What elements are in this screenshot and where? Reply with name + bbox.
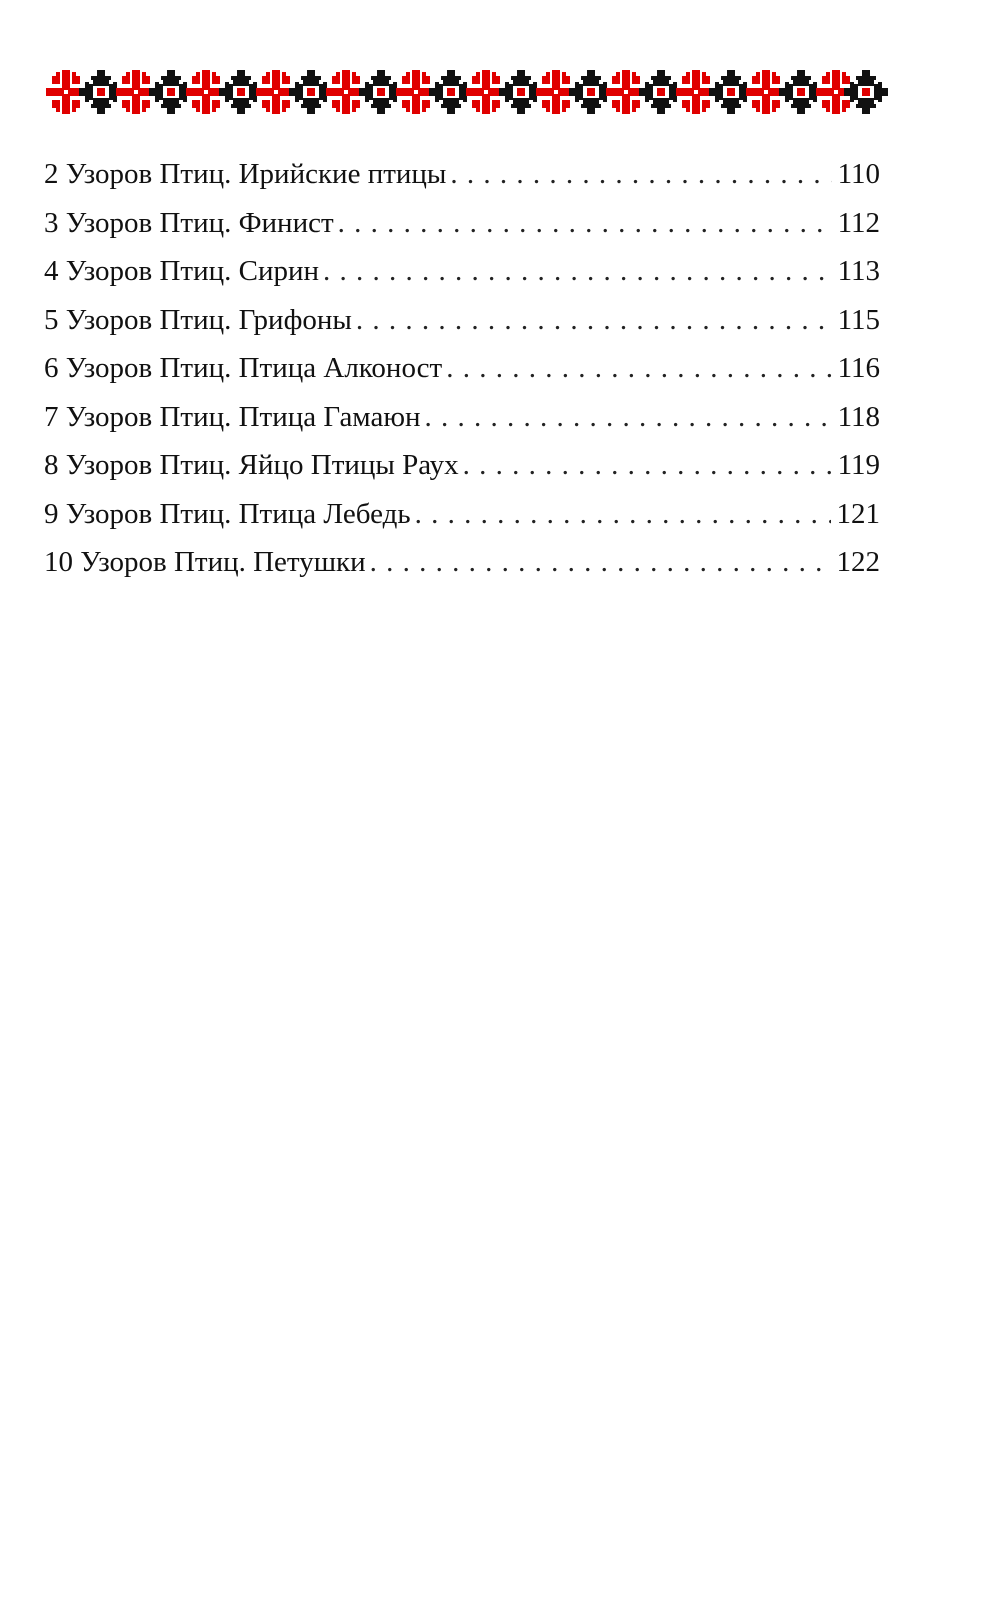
toc-entry-page: 118 xyxy=(837,400,880,433)
toc-entry-page: 116 xyxy=(837,352,880,384)
toc-dot-leader xyxy=(415,490,831,539)
toc-entry-page: 121 xyxy=(836,497,880,530)
toc-entry[interactable] xyxy=(44,393,880,442)
toc-dot-leader xyxy=(450,150,831,199)
embroidery-border-icon xyxy=(44,68,888,116)
toc-dot-leader xyxy=(338,199,832,248)
toc-dot-leader xyxy=(446,344,831,393)
toc-entry-page: 110 xyxy=(837,158,880,190)
toc-entry-page: 115 xyxy=(837,303,880,336)
toc-entry-title: 7 Узоров Птиц. Птица Гамаюн xyxy=(44,400,421,433)
toc-entry[interactable] xyxy=(44,150,880,199)
toc-entry[interactable] xyxy=(44,296,880,345)
toc-dot-leader xyxy=(323,247,832,296)
toc-entry-title: 4 Узоров Птиц. Сирин xyxy=(44,255,320,287)
toc-entry-page: 112 xyxy=(837,206,880,239)
toc-entry-title: 10 Узоров Птиц. Петушки xyxy=(44,546,366,578)
toc-entry[interactable] xyxy=(44,247,880,296)
toc-entry-page: 122 xyxy=(836,546,880,578)
table-of-contents xyxy=(44,150,880,587)
toc-entry-title: 8 Узоров Птиц. Яйцо Птицы Раух xyxy=(44,449,459,481)
toc-entry-title: 3 Узоров Птиц. Финист xyxy=(44,206,334,239)
toc-entry[interactable] xyxy=(44,490,880,539)
toc-dot-leader xyxy=(370,538,831,587)
toc-entry-title: 2 Узоров Птиц. Ирийские птицы xyxy=(44,158,447,190)
toc-dot-leader xyxy=(463,441,832,490)
toc-entry-title: 9 Узоров Птиц. Птица Лебедь xyxy=(44,497,411,530)
toc-entry-page: 113 xyxy=(837,255,880,287)
toc-entry-page: 119 xyxy=(837,449,880,481)
toc-entry-title: 5 Узоров Птиц. Грифоны xyxy=(44,303,352,336)
toc-entry-title: 6 Узоров Птиц. Птица Алконост xyxy=(44,352,443,384)
toc-entry[interactable] xyxy=(44,199,880,248)
toc-dot-leader xyxy=(425,393,832,442)
toc-entry[interactable] xyxy=(44,441,880,490)
toc-dot-leader xyxy=(356,296,832,345)
toc-entry[interactable] xyxy=(44,344,880,393)
toc-entry[interactable] xyxy=(44,538,880,587)
